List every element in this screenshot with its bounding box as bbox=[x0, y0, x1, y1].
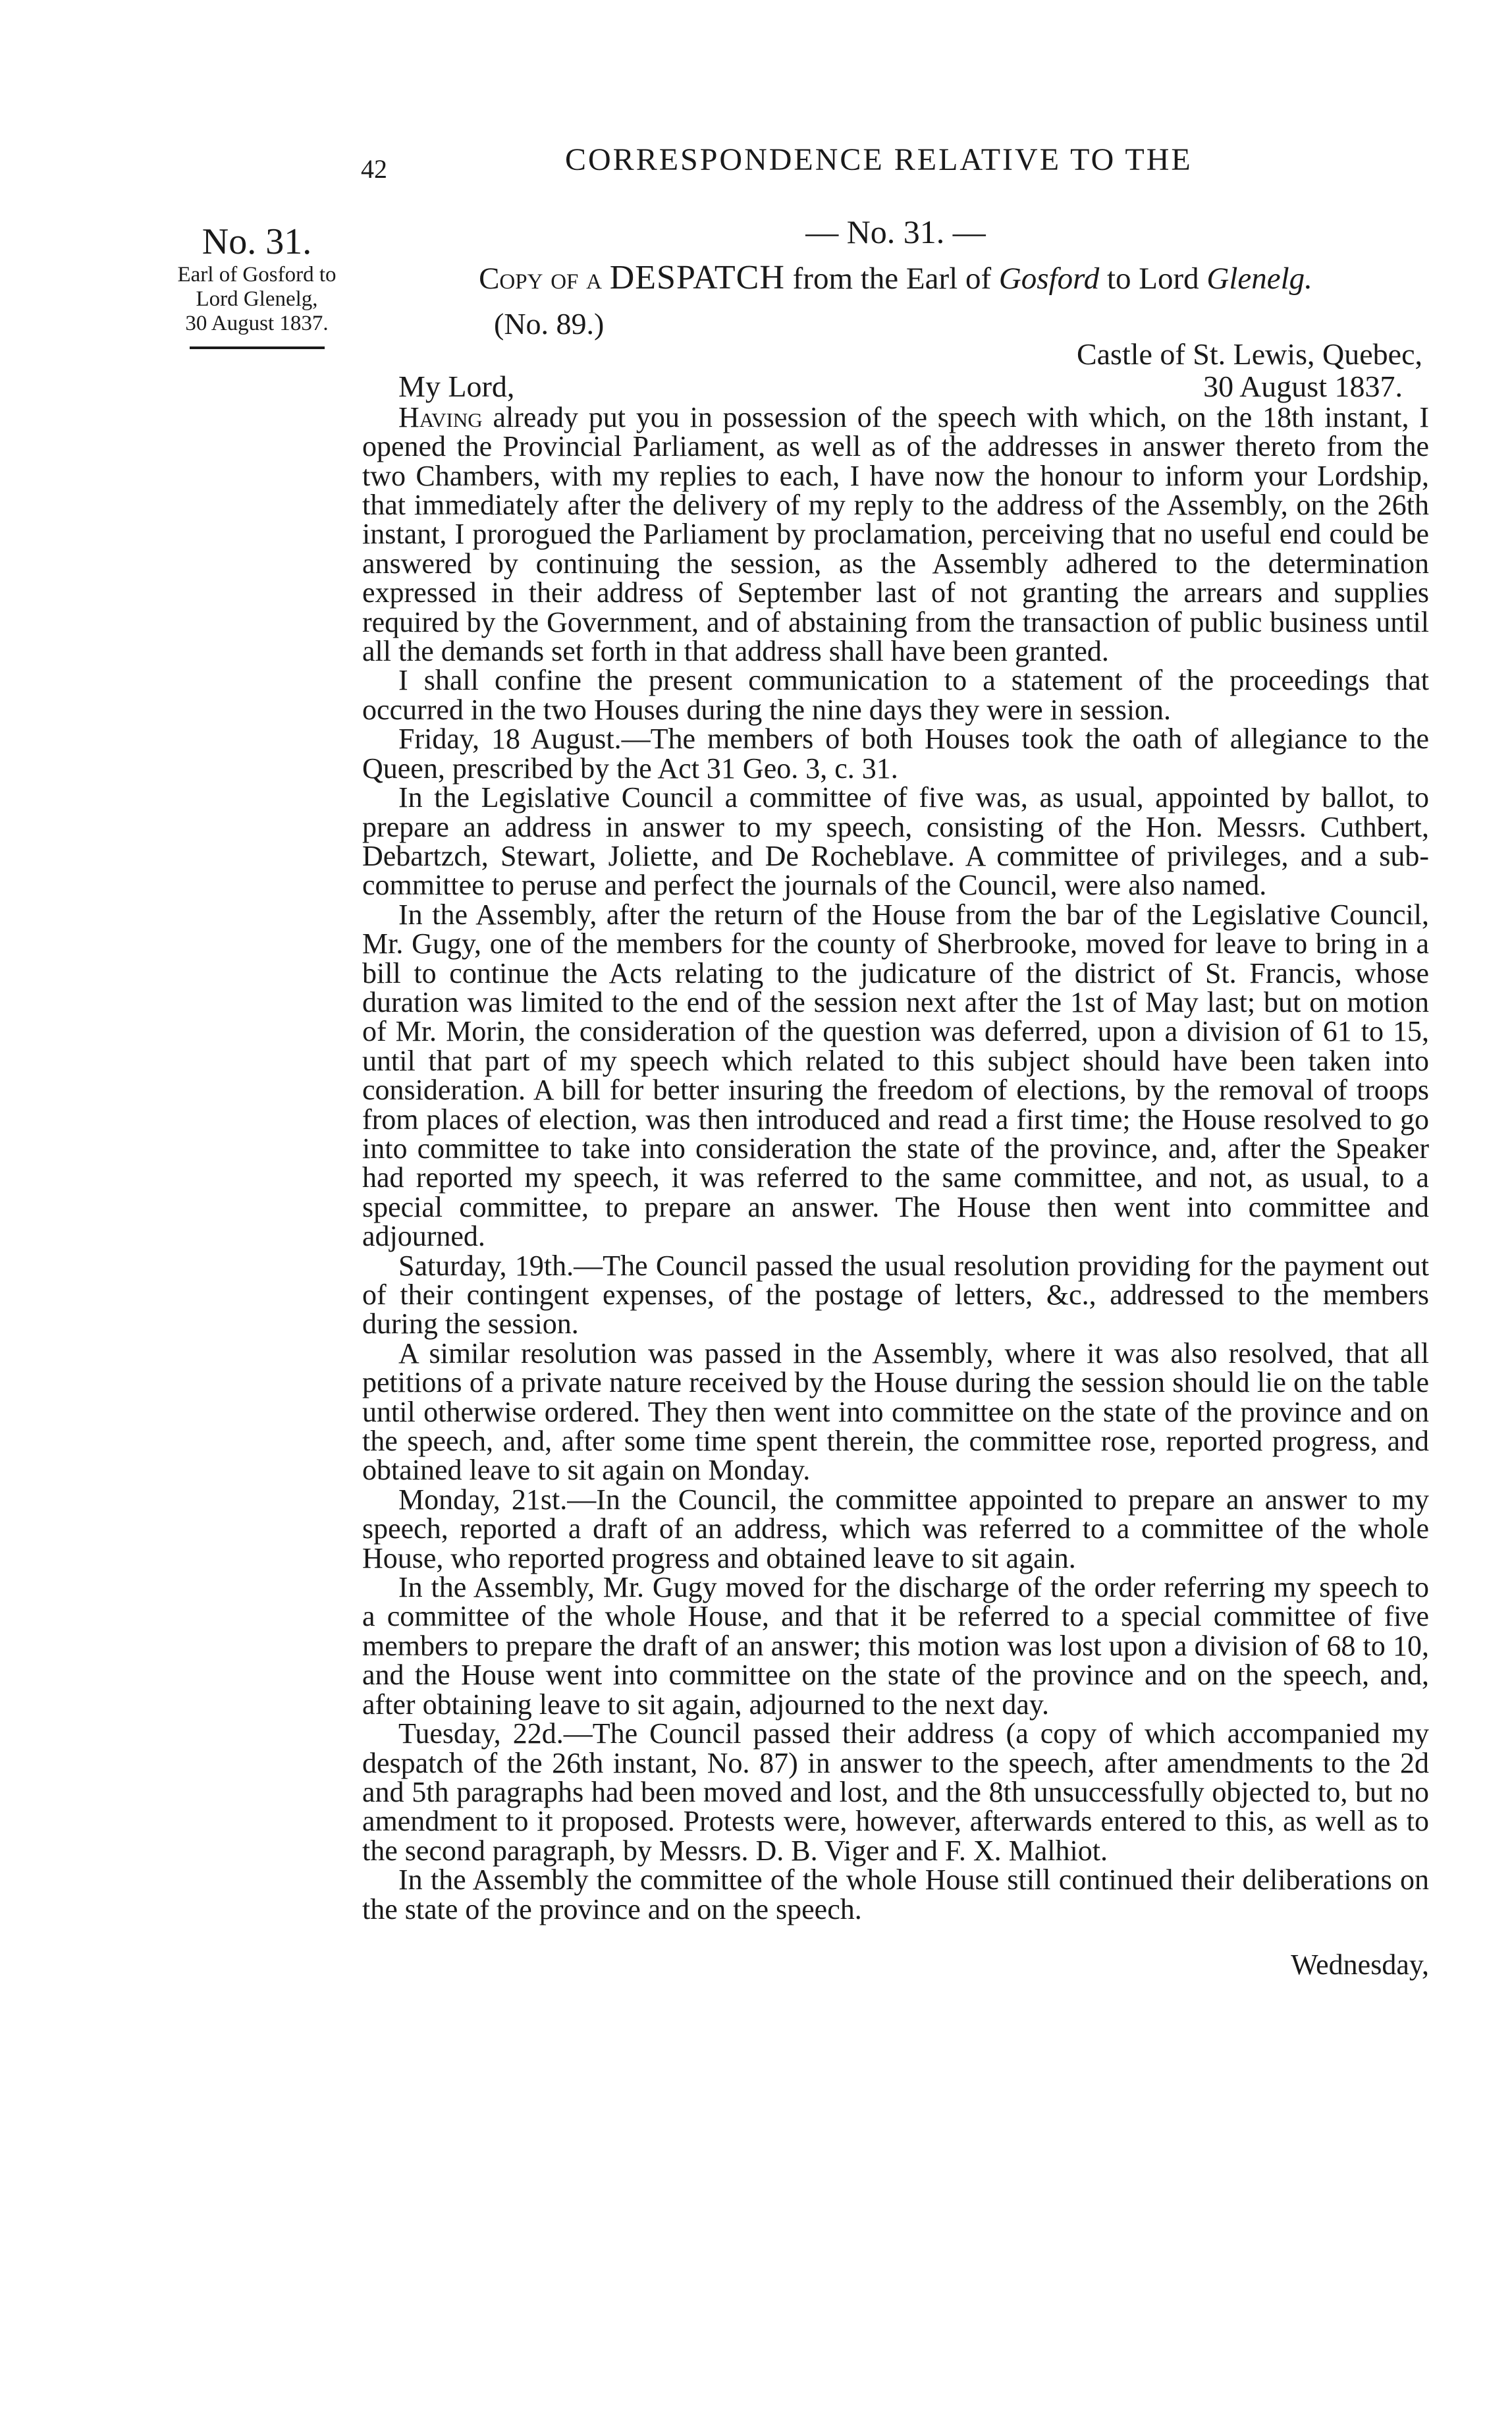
salutation: My Lord, bbox=[398, 369, 515, 403]
page-number: 42 bbox=[361, 154, 387, 184]
title-name-2: Glenelg. bbox=[1206, 262, 1312, 296]
paragraph-10: Tuesday, 22d.—The Council passed their address (a copy of which accompanied my despatch of the 26th instant, No. 87) in answer to the speech, after amendments to the 2d and 5th paragraphs had been moved and lost, and the 8th unsuccessfully objected to, but no amendment to it proposed. Protests were, however, afterwards entered to this, as well as to the second paragraph, by Messrs. D. B. Viger and F. X. Malhiot. bbox=[362, 1717, 1429, 1867]
title-name-1: Gosford bbox=[998, 262, 1100, 296]
letter-date: 30 August 1837. bbox=[1203, 369, 1403, 403]
margin-note bbox=[135, 221, 379, 349]
paragraph-1-text: already put you in possession of the speech with which, on the 18th instant, I opened the Provincial Parliament, as well as of the addresses in answer thereto from the two Chambers, with my replies to each, I have now the honour to inform your Lordship, that immediately after the delivery of my reply to the address of the Assembly, on the 26th instant, I prorogued the Parliament by proclamation, perceiving that no useful end could be answered by continuing the session, as the Assembly adhered to the determination expressed in their address of September last of not granting the arrears and supplies required by the Government, and of abstaining from the transaction of public business until all the demands set forth in that address shall have been granted. bbox=[362, 401, 1429, 668]
paragraph-3: Friday, 18 August.—The members of both Houses took the oath of allegiance to the Queen, prescribed by the Act 31 Geo. 3, c. 31. bbox=[362, 723, 1429, 785]
paragraph-11: In the Assembly the committee of the whole House still continued their deliberations on the state of the province and on the speech. bbox=[362, 1864, 1429, 1925]
paragraph-5: In the Assembly, after the return of the House from the bar of the Legislative Council, Mr. Gugy, one of the members for the county of Sherbrooke, moved for leave to bring in a bill to continue the Acts relating to the judicature of the district of St. Francis, whose duration was limited to the end of the session next after the 1st of May last; but on motion of Mr. Morin, the consideration of the question was deferred, upon a division of 61 to 15, until that part of my speech which related to this subject should have been taken into consideration. A bill for better insuring the freedom of elections, by the removal of troops from places of election, was then introduced and read a first time; the House resolved to go into committee to take into consideration the state of the province, and, after the Speaker had reported my speech, it was referred to the same committee, and not, as usual, to a special committee, to prepare an answer. The House then went into committee and adjourned. bbox=[362, 898, 1429, 1253]
document-number: — No. 31. — bbox=[805, 213, 986, 250]
paragraph-1 bbox=[362, 403, 1429, 667]
paragraph-6: Saturday, 19th.—The Council passed the usual resolution providing for the payment out of their contingent expenses, of the postage of letters, &c., addressed to the members during the session. bbox=[362, 1249, 1429, 1340]
page-header bbox=[0, 135, 1512, 188]
margin-line-2: Lord Glenelg, bbox=[196, 287, 318, 311]
margin-number: No. 31. bbox=[202, 221, 312, 262]
despatch-number: (No. 89.) bbox=[494, 306, 605, 341]
paragraph-9: In the Assembly, Mr. Gugy moved for the discharge of the order referring my speech to a committee of the whole House, and that it be referred to a special committee of five members to prepare the draft of an answer; this motion was lost upon a division of 68 to 10, and the House went into committee on the state of the province and on the speech, and, after obtaining leave to sit again, adjourned to the next day. bbox=[362, 1571, 1429, 1721]
paragraph-4: In the Legislative Council a committee of five was, as usual, appointed by ballot, to prepare an address in answer to my speech, consisting of the Hon. Messrs. Cuthbert, Debartzch, Stewart, Joliette, and De Rocheblave. A committee of privileges, and a sub-committee to peruse and perfect the journals of the Council, were also named. bbox=[362, 781, 1429, 902]
despatch-body bbox=[362, 213, 1429, 1981]
title-caps: DESPATCH bbox=[609, 259, 785, 297]
title-part-1: Copy of a bbox=[479, 262, 610, 296]
salutation-row bbox=[362, 370, 1429, 403]
catchword: Wednesday, bbox=[1291, 1948, 1429, 1981]
paragraph-7: A similar resolution was passed in the Assembly, where it was also resolved, that all petitions of a private nature received by the House during the session should lie on the table until otherwise ordered. They then went into committee on the state of the province and on the speech, and, after some time spent therein, the committee rose, reported progress, and obtained leave to sit again on Monday. bbox=[362, 1337, 1429, 1487]
running-title: CORRESPONDENCE RELATIVE TO THE bbox=[565, 142, 1193, 177]
margin-rule bbox=[190, 346, 325, 349]
title-part-2: from the Earl of bbox=[784, 262, 999, 296]
document-title bbox=[362, 259, 1429, 297]
paragraph-2: I shall confine the present communication to a statement of the proceedings that occurred in the two Houses during the nine days they were in session. bbox=[362, 664, 1429, 726]
place-line: Castle of St. Lewis, Quebec, bbox=[1076, 337, 1422, 371]
first-word: Having bbox=[398, 401, 483, 433]
margin-line-3: 30 August 1837. bbox=[185, 312, 329, 335]
title-part-3: to Lord bbox=[1099, 262, 1207, 296]
paragraph-8: Monday, 21st.—In the Council, the committee appointed to prepare an answer to my speech, reported a draft of an address, which was referred to a committee of the whole House, who reported progress and obtained leave to sit again. bbox=[362, 1483, 1429, 1574]
margin-line-1: Earl of Gosford to bbox=[177, 263, 337, 287]
